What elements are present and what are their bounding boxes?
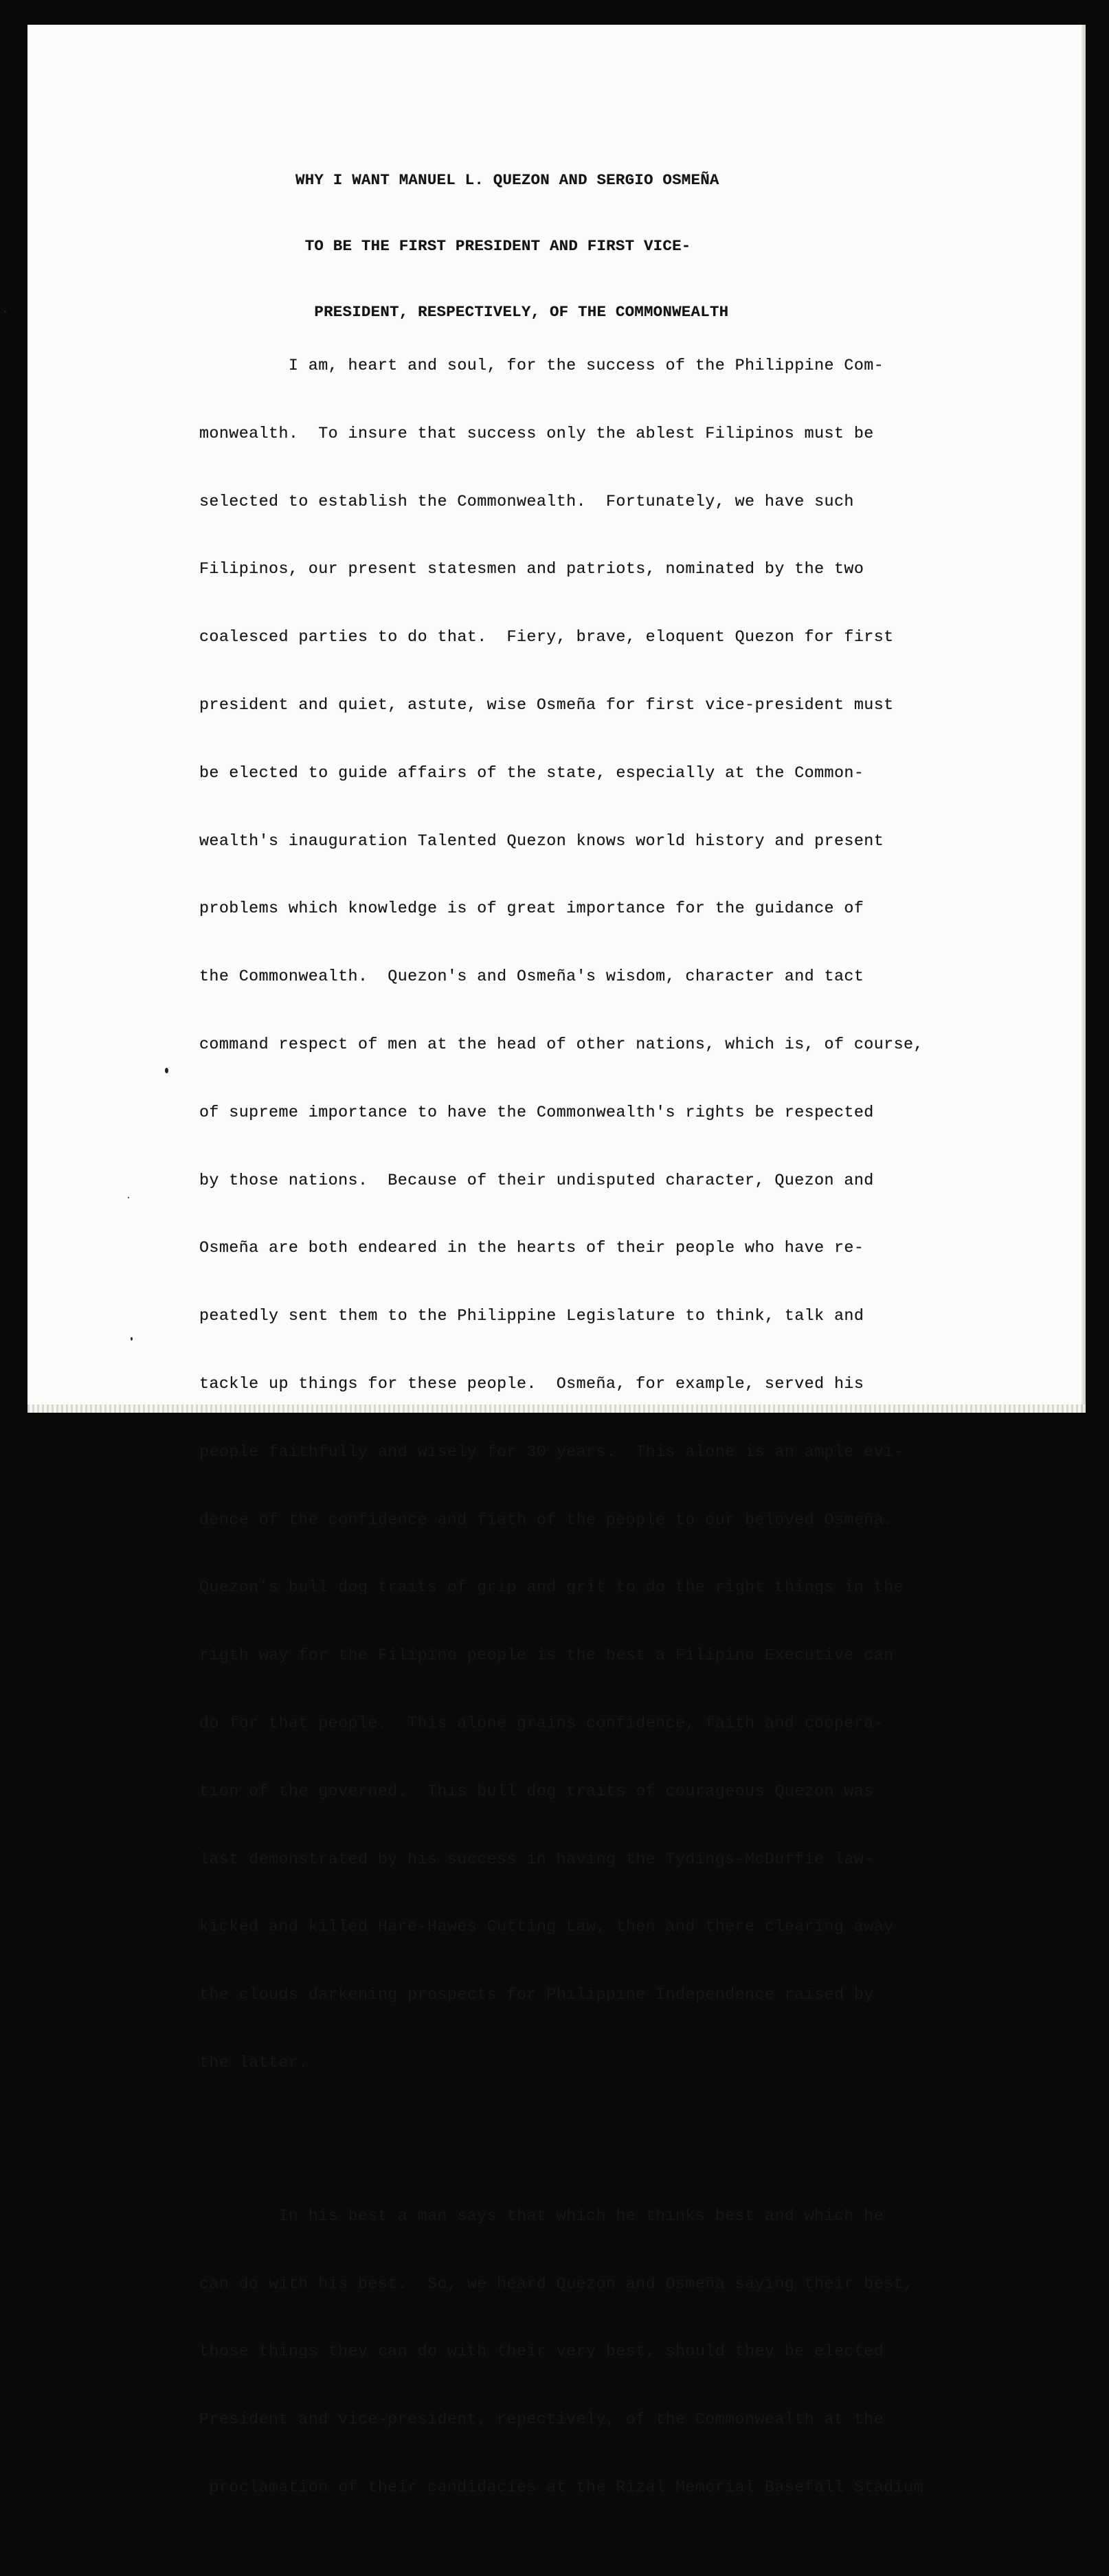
ink-speck	[165, 1068, 168, 1073]
paragraph-line: can do with his best. So, we heard Quezon and Osmeña saying their best,	[199, 2275, 914, 2294]
paragraph-line: Quezon's bull dog traits of grip and grit to do the right things in the	[199, 1579, 904, 1598]
paragraph-line: In his best a man says that which he thinks best and which he	[199, 2207, 884, 2226]
page-bottom-noise	[27, 1404, 1086, 1413]
paragraph-line: last demonstrated by his success in having the Tydings-McDuffie law-	[199, 1850, 874, 1869]
paragraph-line: kicked and killed Hare-Hawes Cutting Law, then and there clearing away	[199, 1918, 894, 1937]
page-edge	[1082, 25, 1086, 1413]
title-line-3: PRESIDENT, RESPECTIVELY, OF THE COMMONWEALTH	[295, 303, 729, 321]
document-page	[27, 25, 1086, 2497]
paragraph-line: the latter.	[199, 2054, 309, 2072]
ink-speck	[128, 1197, 129, 1198]
paragraph-line: dence of the confidence and fiath of the people to our beloved Osmeña.	[199, 1511, 894, 1530]
paragraph-line: president and quiet, astute, wise Osmeña for first vice-president must	[199, 696, 894, 715]
paragraph-line: the clouds darkening prospects for Philippine Independence raised by	[199, 1986, 874, 2005]
paragraph-line: of supreme importance to have the Commonwealth's rights be respected	[199, 1104, 874, 1122]
paragraph-line: coalesced parties to do that. Fiery, brave, eloquent Quezon for first	[199, 629, 894, 647]
paragraph-line: tion of the governed. This bull dog traits of courageous Quezon was	[199, 1782, 874, 1801]
paragraph-line: command respect of men at the head of other nations, which is, of course,	[199, 1035, 923, 1054]
paragraph-line: do for that people. This alone grains confidence, faith and coopera-	[199, 1714, 884, 1733]
paragraph-line: problems which knowledge is of great importance for the guidance of	[199, 900, 864, 919]
document-body	[199, 279, 1051, 2576]
paragraph-line: people faithfully and wisely for 30 years. This alone is an ample evi-	[199, 1443, 904, 1461]
paragraph-line: peatedly sent them to the Philippine Legislature to think, talk and	[199, 1308, 864, 1326]
paragraph-line: those things they can do with their very best, should they be elected	[199, 2343, 884, 2362]
paragraph-line: tackle up things for these people. Osmeña, for example, served his	[199, 1375, 864, 1393]
paragraph-line: be elected to guide affairs of the state, especially at the Common-	[199, 764, 864, 783]
paragraph-line: rigth way for the Filipino people is the best a Filipino Executive can	[199, 1647, 894, 1666]
paragraph-line: Osmeña are both endeared in the hearts of their people who have re-	[199, 1240, 864, 1258]
paragraph-line: the Commonwealth. Quezon's and Osmeña's wisdom, character and tact	[199, 968, 864, 987]
title-line-1: WHY I WANT MANUEL L. QUEZON AND SERGIO OSMEÑA	[295, 171, 719, 189]
paragraph-line: President and vice-president, repectively, of the Commonwealth at the	[199, 2411, 884, 2430]
paragraph-line: monwealth. To insure that success only the ablest Filipinos must be	[199, 425, 874, 443]
title-line-2: TO BE THE FIRST PRESIDENT AND FIRST VICE-	[295, 237, 691, 255]
paragraph-line: I am, heart and soul, for the success of the Philippine Com-	[199, 357, 884, 375]
paragraph-line: wealth's inauguration Talented Quezon knows world history and present	[199, 832, 884, 851]
ink-speck	[4, 311, 6, 313]
paragraph-line: Filipinos, our present statesmen and patriots, nominated by the two	[199, 561, 864, 579]
paragraph-1	[199, 315, 1051, 2116]
paragraph-2	[199, 2165, 1051, 2540]
paragraph-line: by those nations. Because of their undisputed character, Quezon and	[199, 1172, 874, 1190]
paragraph-line: selected to establish the Commonwealth. Fortunately, we have such	[199, 493, 854, 511]
paragraph-line: proclamation of their candidacies at the Rizal Memorial Basefall Stadium	[199, 2478, 923, 2497]
ink-speck	[131, 1337, 133, 1341]
